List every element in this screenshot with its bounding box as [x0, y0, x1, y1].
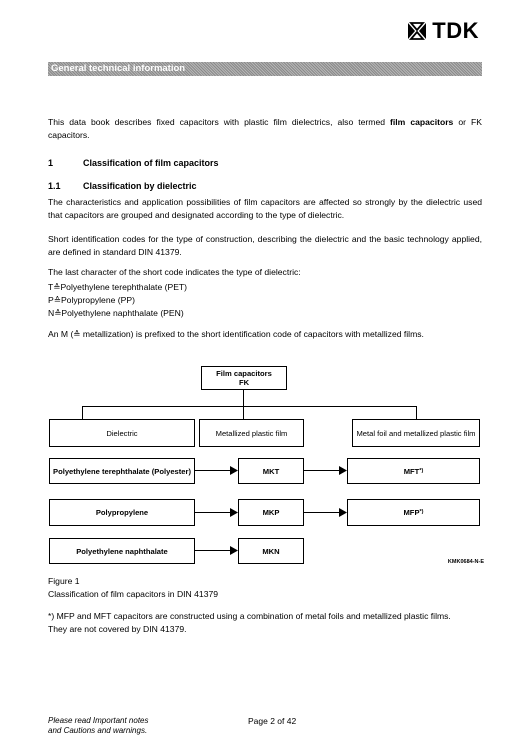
- list-item: P≙Polypropylene (PP): [48, 295, 135, 305]
- footnote: [48, 610, 468, 636]
- paragraph-identification-codes: Short identification codes for the type of construction, describing the dielectric and the basic technology applied, are defined in standard DIN 41379.: [48, 234, 482, 257]
- dielectric-box-pet: Polyethylene terephthalate (Polyester): [49, 458, 195, 484]
- heading-number: 1: [48, 158, 54, 168]
- type-box-mkt: MKT: [238, 458, 304, 484]
- type-box-mft: MFT *): [347, 458, 480, 484]
- connector-line: [416, 406, 417, 419]
- arrow-line: [195, 470, 234, 471]
- intro-bold-term: film capacitors: [390, 117, 454, 127]
- footer-notes-link[interactable]: Please read Important notes and Cautions and warnings.: [48, 716, 149, 735]
- category-box-dielectric: Dielectric: [49, 419, 195, 447]
- arrow-head-icon: [339, 466, 347, 475]
- paragraph-dielectric-effect: The characteristics and application possibilities of film capacitors are affected so strongly by the dielectric used that capacitors are grouped and designated according to the type of dielectric.: [48, 197, 482, 220]
- connector-line: [243, 390, 244, 406]
- arrow-head-icon: [230, 466, 238, 475]
- classification-diagram: [44, 360, 488, 572]
- category-box-metal-foil: Metal foil and metallized plastic film: [352, 419, 480, 447]
- category-box-metallized-film: Metallized plastic film: [199, 419, 304, 447]
- tdk-logo: [406, 20, 479, 42]
- type-box-mfp: MFP *): [347, 499, 480, 526]
- type-box-mkp: MKP: [238, 499, 304, 526]
- paragraph-last-character: The last character of the short code indicates the type of dielectric:: [48, 267, 301, 277]
- connector-line: [243, 406, 244, 419]
- heading-section-1-1: [48, 180, 482, 193]
- heading-section-1: [48, 157, 482, 170]
- intro-paragraph: [48, 116, 482, 142]
- type-box-mkn: MKN: [238, 538, 304, 564]
- footnote-mark: *): [48, 611, 55, 621]
- logo-text: TDK: [432, 18, 479, 43]
- tdk-logo-icon: [406, 21, 428, 41]
- arrow-line: [195, 550, 234, 551]
- heading-title: Classification by dielectric: [83, 181, 197, 191]
- arrow-line: [304, 512, 343, 513]
- heading-title: Classification of film capacitors: [83, 158, 219, 168]
- list-item: N≙Polyethylene naphthalate (PEN): [48, 308, 184, 318]
- list-item: T≙Polyethylene terephthalate (PET): [48, 282, 188, 292]
- arrow-line: [304, 470, 343, 471]
- dielectric-code-list: [48, 281, 482, 320]
- page-number: Page 2 of 42: [248, 716, 297, 726]
- connector-line: [82, 406, 83, 419]
- heading-number: 1.1: [48, 181, 61, 191]
- connector-line: [82, 406, 416, 407]
- arrow-head-icon: [339, 508, 347, 517]
- dielectric-box-pp: Polypropylene: [49, 499, 195, 526]
- arrow-line: [195, 512, 234, 513]
- dielectric-box-pen: Polyethylene naphthalate: [49, 538, 195, 564]
- root-box-film-capacitors: Film capacitors FK: [201, 366, 287, 390]
- arrow-head-icon: [230, 546, 238, 555]
- intro-text-after: or FK capacitors.: [48, 117, 483, 140]
- paragraph-metallization: An M (≙ metallization) is prefixed to the short identification code of capacitors with metallized films.: [48, 329, 424, 339]
- figure-caption: Classification of film capacitors in DIN 41379: [48, 589, 219, 599]
- figure-label: Figure 1: [48, 576, 80, 586]
- diagram-code: KMK0684-N-E: [447, 559, 484, 565]
- footnote-text: MFP and MFT capacitors are constructed using a combination of metal foils and metallized plastic films. They are not covered by DIN 41379.: [48, 611, 451, 634]
- intro-text-before: This data book describes fixed capacitors with plastic film dielectrics, also termed: [48, 117, 391, 127]
- section-banner: General technical information: [48, 62, 482, 76]
- arrow-head-icon: [230, 508, 238, 517]
